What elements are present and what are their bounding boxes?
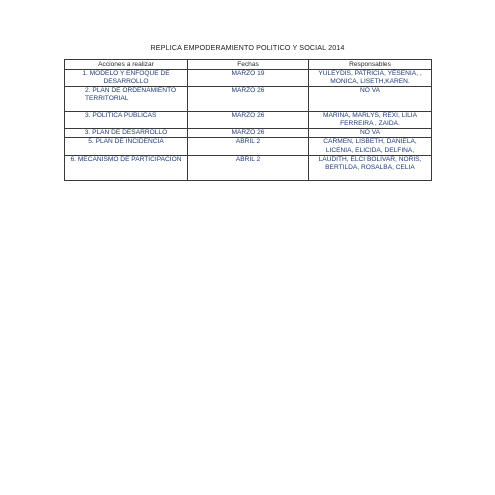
accion-cell: 1. MODELO Y ENFOQUE DE DESARROLLO xyxy=(65,70,188,87)
accion-cell: 3. POLITICA PUBLICAS xyxy=(65,112,188,129)
accion-cell: 5. PLAN DE INCIDENCIA xyxy=(65,138,188,155)
actions-table xyxy=(64,59,432,181)
fecha-cell: ABRIL 2 xyxy=(188,155,309,180)
responsables-cell: YULEYDIS, PATRICIA, YESENIA, , MONICA, LISETH,KAREN. xyxy=(309,70,432,87)
accion-cell: 6. MECANISMO DE PARTICIPACION xyxy=(65,155,188,180)
table-row xyxy=(65,87,432,112)
responsables-cell: LAUDITH, ELCI BOLIVAR, NORIS, BERTILDA, ROSALBA, CELIA xyxy=(309,155,432,180)
header-responsables: Responsables xyxy=(309,60,432,70)
table-header-row xyxy=(65,60,432,70)
table-row xyxy=(65,70,432,87)
table-row xyxy=(65,138,432,155)
table-row xyxy=(65,129,432,138)
fecha-cell: ABRIL 2 xyxy=(188,138,309,155)
header-acciones: Acciones a realizar xyxy=(65,60,188,70)
responsables-cell: CARMEN, LISBETH, DANIELA, LICENIA, ELICIDA, DELFINA, xyxy=(309,138,432,155)
fecha-cell: MARZO 26 xyxy=(188,112,309,129)
responsables-cell: NO VA xyxy=(309,129,432,138)
header-fechas: Fechas xyxy=(188,60,309,70)
fecha-cell: MARZO 26 xyxy=(188,129,309,138)
table-row xyxy=(65,155,432,180)
responsables-cell: NO VA xyxy=(309,87,432,112)
responsables-cell: MARINA, MARLYS, REXI, LILIA FERREIRA , ZAIDA. xyxy=(309,112,432,129)
table-row xyxy=(65,112,432,129)
page-title: REPLICA EMPODERAMIENTO POLITICO Y SOCIAL 2014 xyxy=(150,43,345,52)
fecha-cell: MARZO 26 xyxy=(188,87,309,112)
accion-cell: 2. PLAN DE ORDENAMIENTO TERRITORIAL xyxy=(65,87,188,112)
fecha-cell: MARZO 19 xyxy=(188,70,309,87)
accion-cell: 3. PLAN DE DESARROLLO xyxy=(65,129,188,138)
